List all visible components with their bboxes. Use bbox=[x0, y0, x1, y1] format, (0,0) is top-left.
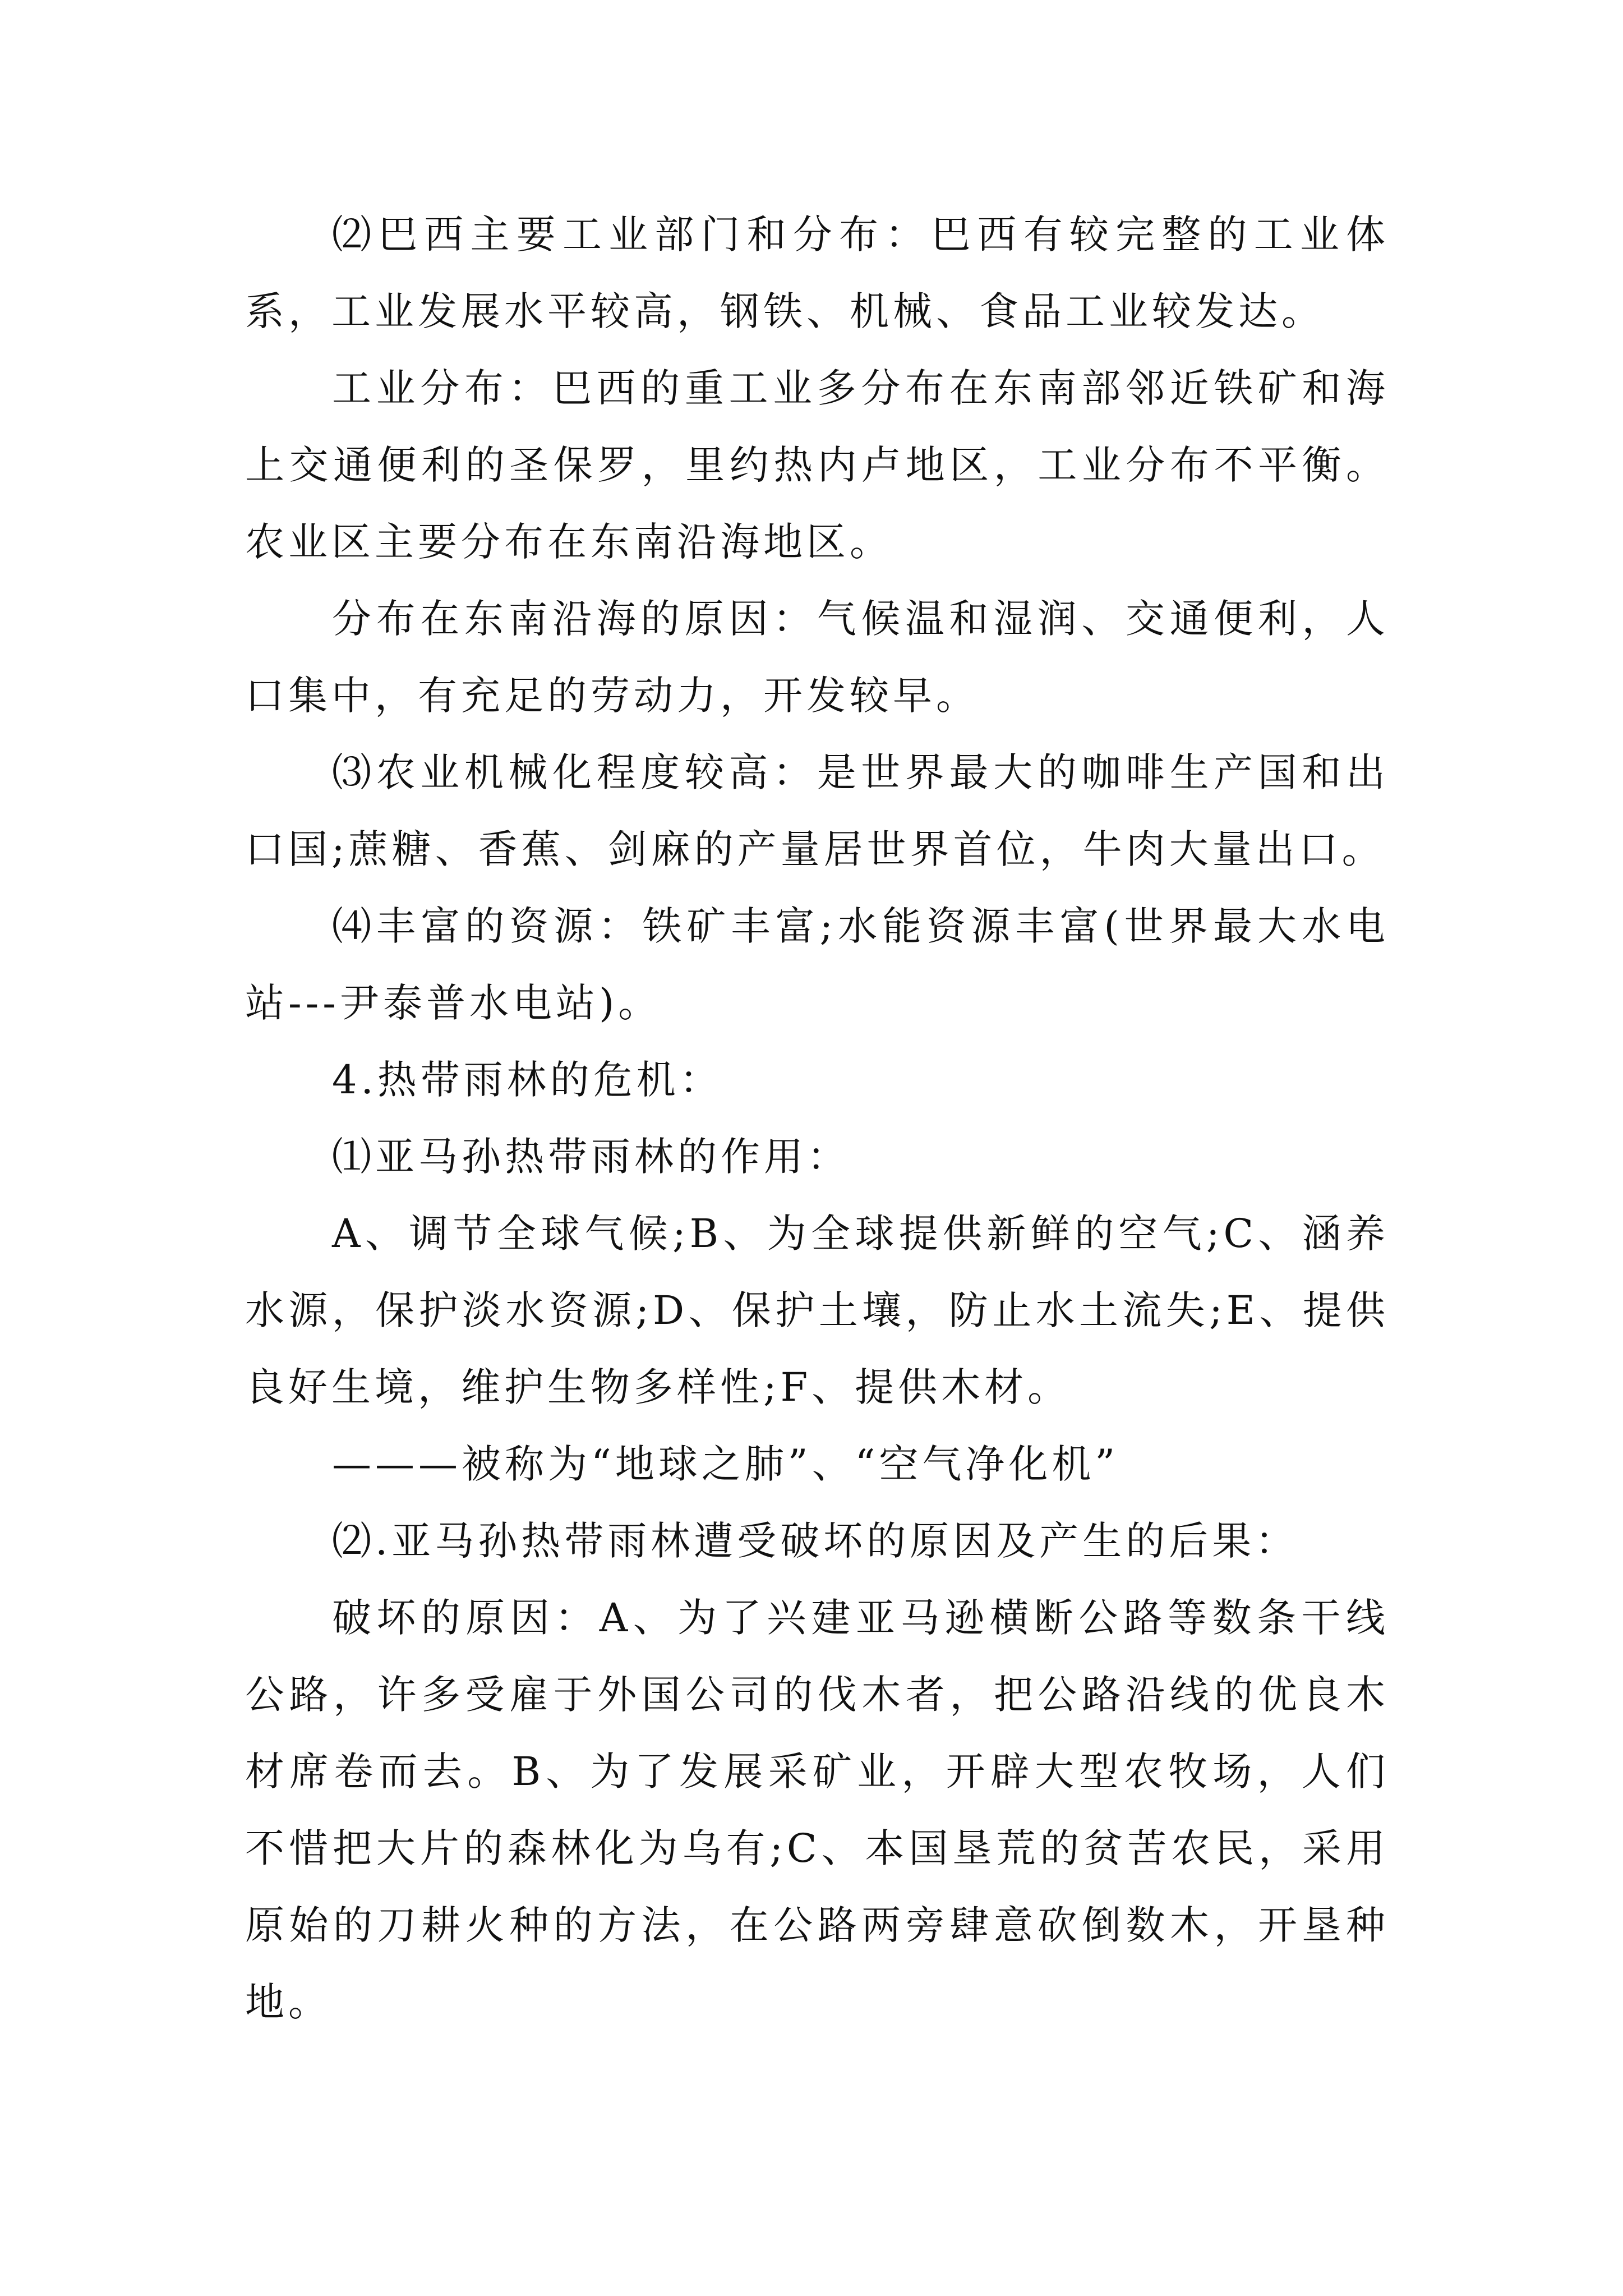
paragraph-destruction-heading: ⑵.亚马孙热带雨林遭受破坏的原因及产生的后果： bbox=[332, 1518, 1299, 1564]
paragraph-southeast-reasons: 分布在东南沿海的原因：气候温和湿润、交通便利，人口集中，有充足的劳动力，开发较早。 bbox=[245, 596, 1389, 719]
paragraph-brazil-industry: ⑵巴西主要工业部门和分布：巴西有较完整的工业体系，工业发展水平较高，钢铁、机械、食品工业较发达。 bbox=[245, 211, 1389, 334]
paragraph-resources: ⑷丰富的资源：铁矿丰富;水能资源丰富(世界最大水电站---尹泰普水电站)。 bbox=[245, 903, 1389, 1026]
document-body bbox=[245, 196, 1389, 2041]
paragraph-agriculture: ⑶农业机械化程度较高：是世界最大的咖啡生产国和出口国;蔗糖、香蕉、剑麻的产量居世界首位，牛肉大量出口。 bbox=[245, 749, 1389, 872]
paragraph-industry-distribution: 工业分布：巴西的重工业多分布在东南部邻近铁矿和海上交通便利的圣保罗，里约热内卢地区，工业分布不平衡。农业区主要分布在东南沿海地区。 bbox=[245, 365, 1389, 565]
paragraph-rainforest-role-heading: ⑴亚马孙热带雨林的作用： bbox=[332, 1134, 850, 1180]
section-heading-rainforest-crisis: 4.热带雨林的危机： bbox=[332, 1057, 723, 1103]
paragraph-rainforest-functions: A、调节全球气候;B、为全球提供新鲜的空气;C、涵养水源，保护淡水资源;D、保护土壤，防止水土流失;E、提供良好生境，维护生物多样性;F、提供木材。 bbox=[245, 1211, 1389, 1410]
paragraph-earth-lung: ———被称为“地球之肺”、“空气净化机” bbox=[332, 1441, 1119, 1487]
paragraph-destruction-reasons: 破坏的原因：A、为了兴建亚马逊横断公路等数条干线公路，许多受雇于外国公司的伐木者，把公路沿线的优良木材席卷而去。B、为了发展采矿业，开辟大型农牧场，人们不惜把大片的森林化为乌有;C、本国垦荒的贫苦农民，采用原始的刀耕火种的方法，在公路两旁肆意砍倒数木，开垦种地。 bbox=[245, 1595, 1389, 2025]
